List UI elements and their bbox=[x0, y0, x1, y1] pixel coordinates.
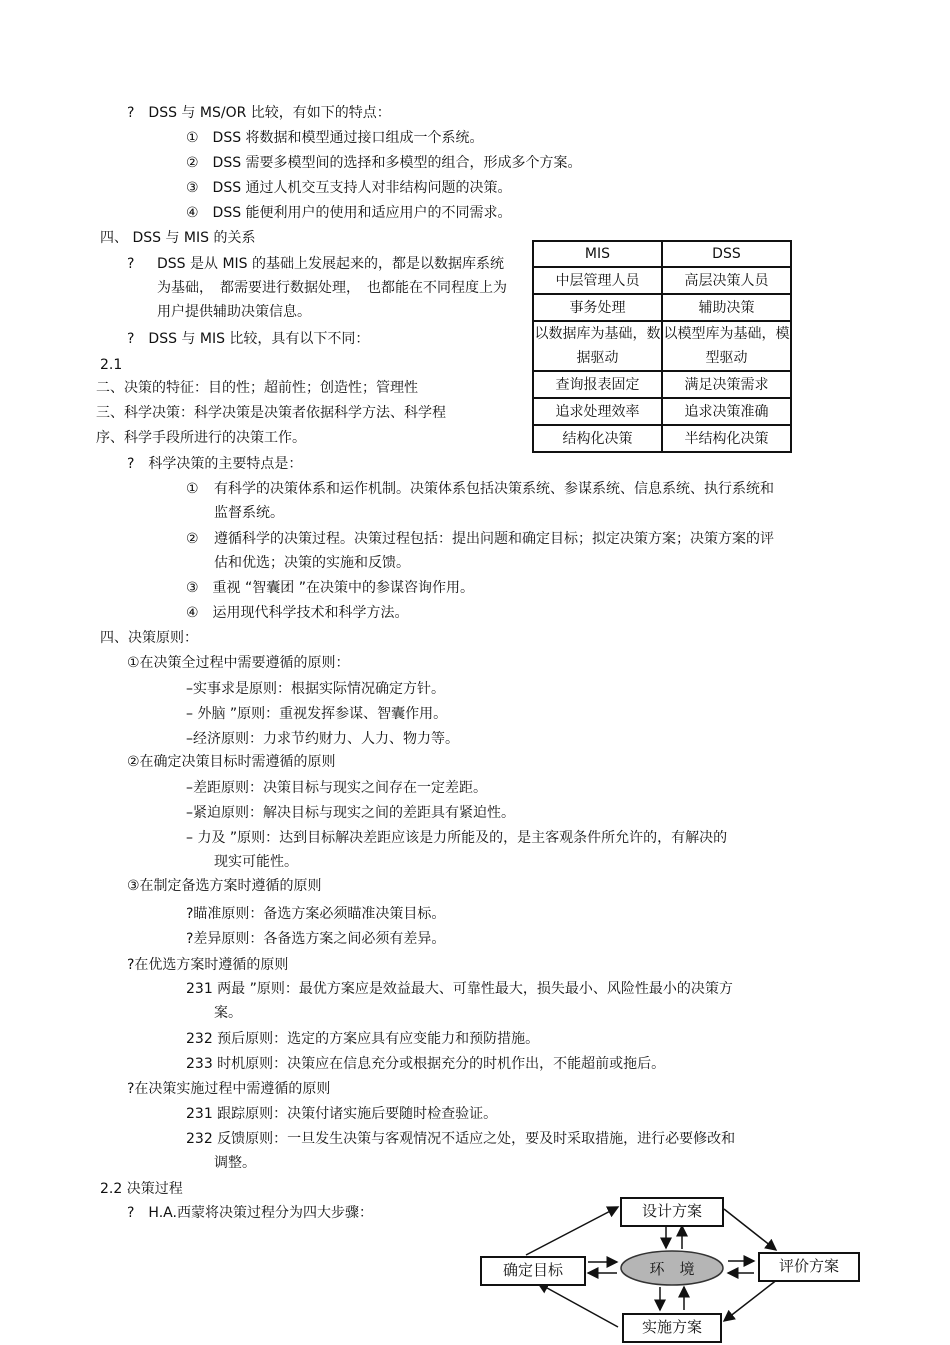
list-marker: ② bbox=[186, 531, 199, 547]
list-item: 遵循科学的决策过程。决策过程包括：提出问题和确定目标；拟定决策方案；决策方案的评估和优选；决策的实施和反馈。 bbox=[214, 531, 774, 571]
cell-mis: 中层管理人员 bbox=[533, 267, 662, 294]
subsection-heading: ①在决策全过程中需要遵循的原则： bbox=[127, 655, 350, 671]
cell-dss: 辅助决策 bbox=[662, 294, 791, 321]
list-marker: ① bbox=[186, 481, 199, 497]
list-item: ④ DSS 能便利用户的使用和适应用户的不同需求。 bbox=[186, 205, 512, 221]
bullet-marker: ? bbox=[127, 256, 135, 272]
subsection-heading: ?在决策实施过程中需遵循的原则 bbox=[127, 1081, 331, 1097]
list-item: ③ DSS 通过人机交互支持人对非结构问题的决策。 bbox=[186, 180, 512, 196]
list-item: – 外脑 ”原则：重视发挥参谋、智囊作用。 bbox=[186, 706, 448, 722]
list-item-continuation: 现实可能性。 bbox=[214, 854, 298, 870]
cell-mis: 结构化决策 bbox=[533, 425, 662, 452]
paragraph: 三、科学决策：科学决策是决策者依据科学方法、科学程 bbox=[96, 405, 446, 421]
table-row bbox=[533, 371, 791, 398]
list-item: ?瞄准原则：备选方案必须瞄准决策目标。 bbox=[186, 906, 446, 922]
list-item: 231 两最 ”原则：最优方案应是效益最大、可靠性最大，损失最小、风险性最小的决策方 bbox=[186, 981, 733, 997]
list-item: 233 时机原则：决策应在信息充分或根据充分的时机作出，不能超前或拖后。 bbox=[186, 1056, 666, 1072]
paragraph-dss-mis: DSS 是从 MIS 的基础上发展起来的，都是以数据库系统为基础， 都需要进行数据处理， 也都能在不同程度上为用户提供辅助决策信息。 bbox=[157, 256, 507, 320]
list-item: ?差异原则：各备选方案之间必须有差异。 bbox=[186, 931, 446, 947]
cell-dss: 半结构化决策 bbox=[662, 425, 791, 452]
list-item: 232 预后原则：选定的方案应具有应变能力和预防措施。 bbox=[186, 1031, 540, 1047]
list-item: –差距原则：决策目标与现实之间存在一定差距。 bbox=[186, 780, 487, 796]
cell-dss: 满足决策需求 bbox=[662, 371, 791, 398]
bullet-simon: ? H.A.西蒙将决策过程分为四大步骤： bbox=[127, 1205, 373, 1221]
list-item: ① DSS 将数据和模型通过接口组成一个系统。 bbox=[186, 130, 484, 146]
subsection-heading: ③在制定备选方案时遵循的原则 bbox=[127, 878, 322, 894]
section-number: 2.1 bbox=[100, 357, 123, 373]
table-row bbox=[533, 294, 791, 321]
subsection-heading: ?在优选方案时遵循的原则 bbox=[127, 957, 289, 973]
list-item: ② DSS 需要多模型间的选择和多模型的组合，形成多个方案。 bbox=[186, 155, 582, 171]
node-implement-plan: 实施方案 bbox=[622, 1313, 722, 1343]
decision-process-diagram bbox=[478, 1195, 860, 1343]
list-item: ③ 重视 “智囊团 ”在决策中的参谋咨询作用。 bbox=[186, 580, 474, 596]
list-item-continuation: 调整。 bbox=[214, 1155, 256, 1171]
header-dss: DSS bbox=[662, 241, 791, 267]
table-header-row bbox=[533, 241, 791, 267]
section-heading: 四、决策原则： bbox=[100, 630, 198, 646]
paragraph: 二、决策的特征：目的性；超前性；创造性；管理性 bbox=[96, 380, 418, 396]
list-item: 231 跟踪原则：决策付诸实施后要随时检查验证。 bbox=[186, 1106, 498, 1122]
cell-mis: 查询报表固定 bbox=[533, 371, 662, 398]
node-design-plan: 设计方案 bbox=[620, 1197, 724, 1227]
table-row bbox=[533, 398, 791, 425]
cell-mis: 事务处理 bbox=[533, 294, 662, 321]
subsection-heading: ②在确定决策目标时需遵循的原则 bbox=[127, 754, 336, 770]
section-heading: 2.2 决策过程 bbox=[100, 1181, 183, 1197]
cell-dss: 高层决策人员 bbox=[662, 267, 791, 294]
list-item: 232 反馈原则：一旦发生决策与客观情况不适应之处，要及时采取措施，进行必要修改和 bbox=[186, 1131, 736, 1147]
node-evaluate-plan: 评价方案 bbox=[758, 1252, 860, 1282]
list-item: ④ 运用现代科学技术和科学方法。 bbox=[186, 605, 409, 621]
list-item: –实事求是原则：根据实际情况确定方针。 bbox=[186, 681, 445, 697]
section-heading: 四、 DSS 与 MIS 的关系 bbox=[100, 230, 256, 246]
table-row bbox=[533, 425, 791, 452]
cell-mis: 以数据库为基础，数据驱动 bbox=[533, 321, 662, 371]
list-item: –紧迫原则：解决目标与现实之间的差距具有紧迫性。 bbox=[186, 805, 515, 821]
paragraph: 序、科学手段所进行的决策工作。 bbox=[96, 430, 306, 446]
cell-mis: 追求处理效率 bbox=[533, 398, 662, 425]
bullet-dss-mis-diff: ? DSS 与 MIS 比较，具有以下不同： bbox=[127, 331, 370, 347]
table-row bbox=[533, 267, 791, 294]
cell-dss: 以模型库为基础，模型驱动 bbox=[662, 321, 791, 371]
bullet-main-features: ? 科学决策的主要特点是： bbox=[127, 456, 303, 472]
list-item: –经济原则：力求节约财力、人力、物力等。 bbox=[186, 731, 459, 747]
node-set-goal: 确定目标 bbox=[480, 1256, 586, 1286]
table-row bbox=[533, 321, 791, 371]
comparison-table bbox=[532, 240, 792, 453]
bullet-dss-msor: ? DSS 与 MS/OR 比较，有如下的特点： bbox=[127, 105, 391, 121]
cell-dss: 追求决策准确 bbox=[662, 398, 791, 425]
list-item-continuation: 案。 bbox=[214, 1005, 242, 1021]
list-item: 有科学的决策体系和运作机制。决策体系包括决策系统、参谋系统、信息系统、执行系统和监督系统。 bbox=[214, 481, 774, 521]
header-mis: MIS bbox=[533, 241, 662, 267]
node-environment-label: 环 境 bbox=[649, 1260, 695, 1278]
list-item: – 力及 ”原则：达到目标解决差距应该是力所能及的，是主客观条件所允许的，有解决的 bbox=[186, 830, 728, 846]
